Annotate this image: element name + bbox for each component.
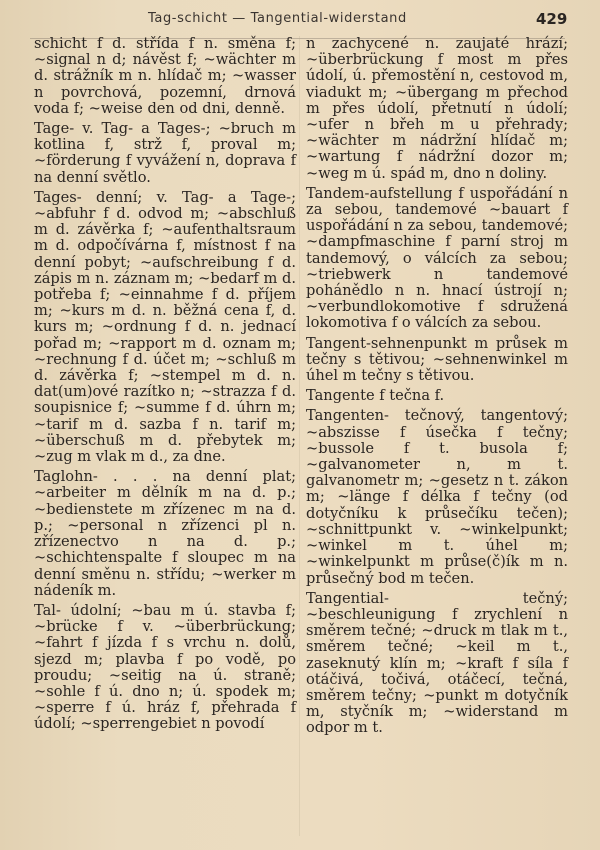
entry: Tal- údolní; ~bau m ú. stavba f; ~brücke f v. ~überbrückung; ~fahrt f jízda f s vrchu n. dolů, sjezd m; plavba f po vodě, po proudu; ~seitig na ú. straně; ~sohle f ú. dno n; ú. spodek m; ~sperre f ú. hráz f, přehrada f údolí; ~sperrengebiet n povodí [34, 601, 296, 733]
entry: Tangente f tečna f. [306, 387, 445, 405]
entry: n zachycené n. zaujaté hrází; ~überbrückung f most m přes údolí, ú. přemostění n, cestovod m, viadukt m; ~übergang m přechod m přes údolí, přetnutí n údolí; ~ufer n břeh m u přehrady; ~wächter m nádržní hlídač m; ~wartung f nádržní dozor m; ~weg m ú. spád m, dno n doliny. [306, 35, 568, 182]
entry: Tandem-aufstellung f uspořádání n za sebou, tandemové ~bauart f uspořádání n za sebou, tandemové; ~dampfmaschine f parní stroj m tandemový, o válcích za sebou; ~triebwerk n tandemové pohánědlo n n. hnací ústrojí n; ~verbundlokomotive f sdružená lokomotiva f o válcích za sebou. [306, 184, 568, 332]
entry: Tangential- tečný; ~beschleunigung f zrychlení n směrem tečné; ~druck m tlak m t., směrem tečné; ~keil m t., zaseknutý klín m; ~kraft f síla f otáčivá, točivá, otáčecí, tečná, směrem tečny; ~punkt m dotyčník m, styčník m; ~widerstand m odpor m t. [306, 589, 568, 737]
entry: Tage- v. Tag- a Tages-; ~bruch m kotlina f, strž f, proval m; ~förderung f vyvážení n, doprava f na denní světlo. [34, 120, 296, 186]
entry: schicht f d. střída f n. směna f; ~signal n d; návěst f; ~wächter m d. strážník m n. hlídač m; ~wasser n povrchová, pozemní, drnová voda f; ~weise den od dni, denně. [34, 35, 296, 117]
page-number: 429 [536, 10, 568, 28]
column-divider [299, 36, 300, 836]
left-column [34, 36, 296, 737]
right-column [306, 36, 568, 741]
entry: Tages- denní; v. Tag- a Tage-; ~abfuhr f d. odvod m; ~abschluß m d. závěrka f; ~aufenthaltsraum m d. odpočívárna f, místnost f na denní pobyt; ~aufschreibung f d. zápis m n. záznam m; ~bedarf m d. potřeba f; ~einnahme f d. příjem m; ~kurs m d. n. běžná cena f, d. kurs m; ~ordnung f d. n. jednací pořad m; ~rapport m d. oznam m; ~rechnung f d. účet m; ~schluß m d. závěrka f; ~stempel m d. n. dat(um)ové razítko n; ~strazza f d. soupisnice f; ~summe f d. úhrn m; ~tarif m d. sazba f n. tarif m; ~überschuß m d. přebytek m; ~zug m vlak m d., za dne. [34, 188, 296, 466]
page-header [0, 9, 600, 31]
running-head: Tag-schicht — Tangential-widerstand [148, 11, 407, 26]
entry: Tangent-sehnenpunkt m průsek m tečny s tětivou; ~sehnenwinkel m úhel m tečny s tětivou. [306, 334, 568, 385]
entry: Tangenten- tečnový, tangentový; ~abszisse f úsečka f tečny; ~bussole f t. busola f; ~galvanometer n, m t. galvanometr m; ~gesetz n t. zákon m; ~länge f délka f tečny (od dotyčníku k průsečíku tečen); ~schnittpunkt v. ~winkelpunkt; ~winkel m t. úhel m; ~winkelpunkt m průse(č)ík m n. průsečný bod m tečen. [306, 407, 568, 587]
entry: Taglohn- . . . na denní plat; ~arbeiter m dělník m na d. p.; ~bedienstete m zřízenec m na d. p.; ~personal n zřízenci pl n. zřízenectvo n na d. p.; ~schichtenspalte f sloupec m na denní směnu n. střídu; ~werker m nádeník m. [34, 468, 296, 599]
